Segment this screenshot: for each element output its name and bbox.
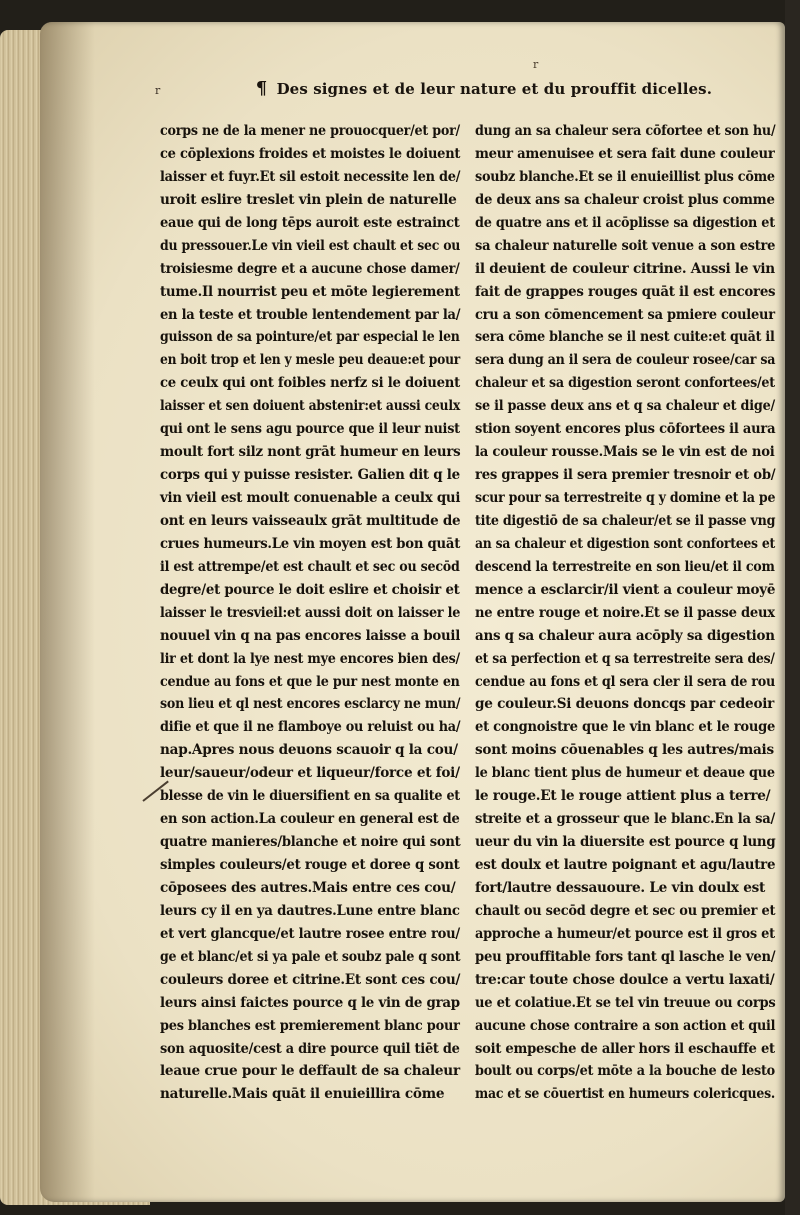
text-line: mac et se cōuertist en humeurs colericques. <box>475 1086 775 1103</box>
running-head-title: Des signes et de leur nature et du prouffit dicelles. <box>276 80 713 98</box>
text-line: le rouge.Et le rouge attient plus a terre/ <box>475 788 771 805</box>
text-line: nap.Apres nous deuons scauoir q la cou/ <box>160 742 458 759</box>
text-line: quatre manieres/blanche et noire qui sont <box>160 834 461 851</box>
text-line: fort/lautre dessauoure. Le vin doulx est <box>475 879 766 896</box>
text-line: uroit eslire treslet vin plein de naturelle <box>160 191 457 208</box>
text-line: il deuient de couleur citrine. Aussi le vin <box>475 260 775 277</box>
text-line: la couleur rousse.Mais se le vin est de noi <box>475 444 775 461</box>
left-text-column <box>160 120 460 1106</box>
text-line: ont en leurs vaisseaulx grāt multitude de <box>160 512 461 529</box>
text-line: laisser et sen doiuent abstenir:et aussi ceulx <box>160 398 460 415</box>
text-line: laisser le tresvieil:et aussi doit on laisser le <box>160 604 461 621</box>
text-line: sont moins cōuenables q les autres/mais <box>475 742 774 759</box>
text-line: scur pour sa terrestreite q y domine et la pe <box>475 490 776 506</box>
text-line: chaleur et sa digestion seront confortees/et <box>475 375 775 392</box>
text-line: en son action.La couleur en general est de <box>160 811 460 828</box>
text-line: ans q sa chaleur aura acōply sa digestion <box>475 627 775 644</box>
text-line: res grappes il sera premier tresnoir et ob/ <box>475 467 776 484</box>
text-line: soubz blanche.Et se il enuieillist plus cōme <box>475 168 775 185</box>
text-line: naturelle.Mais quāt il enuieillira cōme <box>160 1086 445 1103</box>
text-line: leaue crue pour le deffault de sa chaleur <box>160 1063 460 1080</box>
text-line: cendue au fons et que le pur nest monte en <box>160 673 460 690</box>
gutter-shadow <box>40 22 95 1202</box>
text-line: lir et dont la lye nest mye encores bien des/ <box>160 650 460 667</box>
text-line: an sa chaleur et digestion sont confortees et <box>475 535 775 552</box>
side-mark: r <box>155 84 161 97</box>
text-line: ne entre rouge et noire.Et se il passe deux <box>475 604 775 621</box>
text-line: et sa perfection et q sa terrestreite sera des/ <box>475 650 775 667</box>
text-line: en boit trop et len y mesle peu deaue:et pour <box>160 352 461 369</box>
text-line: leurs ainsi faictes pource q le vin de grap <box>160 994 460 1011</box>
text-line: mence a esclarcir/il vient a couleur moyē <box>475 581 776 598</box>
text-line: cōposees des autres.Mais entre ces cou/ <box>160 879 456 896</box>
text-line: de deux ans sa chaleur croist plus comme <box>475 191 775 208</box>
text-line: ce cōplexions froides et moistes le doiuent <box>160 145 461 162</box>
text-line: il est attrempe/et est chault et sec ou secōd <box>160 558 460 575</box>
text-line: tume.Il nourrist peu et mōte legierement <box>160 283 460 300</box>
text-line: eaue qui de long tēps auroit este estrainct <box>160 214 460 231</box>
text-line: dung an sa chaleur sera cōfortee et son hu/ <box>475 123 776 139</box>
scan-border <box>785 0 800 1215</box>
text-line: corps ne de la mener ne prouocquer/et por/ <box>160 123 460 139</box>
text-line: et congnoistre que le vin blanc et le rouge <box>475 719 776 736</box>
text-line: corps qui y puisse resister. Galien dit q le <box>160 467 460 484</box>
text-line: degre/et pource le doit eslire et choisir et <box>160 581 460 598</box>
text-line: couleurs doree et citrine.Et sont ces cou/ <box>160 971 461 988</box>
text-line: fait de grappes rouges quāt il est encores <box>475 283 776 300</box>
text-line: son aquosite/cest a dire pource quil tiēt de <box>160 1040 460 1057</box>
text-line: sera cōme blanche se il nest cuite:et quāt il <box>475 329 775 346</box>
text-line: simples couleurs/et rouge et doree q sont <box>160 857 460 873</box>
text-line: en la teste et trouble lentendement par la/ <box>160 306 461 323</box>
text-line: difie et que il ne flamboye ou reluist ou ha/ <box>160 719 461 736</box>
text-line: guisson de sa pointure/et par especial le len <box>160 329 460 346</box>
text-line: son lieu et ql nest encores esclarcy ne mun/ <box>160 696 461 713</box>
text-line: tre:car toute chose doulce a vertu laxati/ <box>475 971 775 988</box>
text-line: est doulx et lautre poignant et agu/lautre <box>475 857 776 873</box>
text-line: peu prouffitable fors tant ql lasche le ven/ <box>475 948 776 965</box>
text-line: laisser et fuyr.Et sil estoit necessite len de/ <box>160 168 461 185</box>
text-line: nouuel vin q na pas encores laisse a bouil <box>160 627 461 644</box>
text-line: vin vieil est moult conuenable a ceulx qui <box>160 490 461 506</box>
text-line: ueur du vin la diuersite est pource q lung <box>475 834 776 851</box>
text-line: et vert glancque/et lautre rosee entre rou/ <box>160 925 460 942</box>
text-line: chault ou secōd degre et sec ou premier et <box>475 902 776 919</box>
text-line: ge couleur.Si deuons doncqs par cedeoir <box>475 696 775 713</box>
text-line: crues humeurs.Le vin moyen est bon quāt <box>160 535 461 552</box>
text-line: ue et colatiue.Et se tel vin treuue ou corps <box>475 994 776 1011</box>
text-line: cru a son cōmencement sa pmiere couleur <box>475 306 775 323</box>
text-line: leurs cy il en ya dautres.Lune entre blanc <box>160 902 460 919</box>
text-line: qui ont le sens agu pource que il leur nuist <box>160 421 460 438</box>
text-line: soit empesche de aller hors il eschauffe et <box>475 1040 775 1057</box>
text-line: moult fort silz nont grāt humeur en leurs <box>160 444 461 461</box>
text-line: descend la terrestreite en son lieu/et il com <box>475 558 775 575</box>
text-line: leur/saueur/odeur et liqueur/force et foi/ <box>160 765 460 782</box>
text-line: tite digestiō de sa chaleur/et se il passe vng <box>475 512 776 529</box>
text-line: sa chaleur naturelle soit venue a son estre <box>475 237 776 254</box>
text-line: approche a humeur/et pource est il gros et <box>475 925 775 942</box>
right-text-column <box>475 120 775 1106</box>
text-line: du pressouer.Le vin vieil est chault et sec ou <box>160 237 461 254</box>
text-line: ge et blanc/et si ya pale et soubz pale q sont <box>160 948 461 965</box>
text-line: boult ou corps/et mōte a la bouche de lesto <box>475 1063 775 1080</box>
running-head <box>155 78 713 99</box>
text-line: le blanc tient plus de humeur et deaue que <box>475 765 775 782</box>
text-line: meur amenuisee et sera fait dune couleur <box>475 145 775 162</box>
text-line: troisiesme degre et a aucune chose damer/ <box>160 260 460 277</box>
text-line: aucune chose contraire a son action et quil <box>475 1017 776 1034</box>
text-line: ce ceulx qui ont foibles nerfz si le doiuent <box>160 375 461 392</box>
text-line: se il passe deux ans et q sa chaleur et dige/ <box>475 398 775 415</box>
text-line: blesse de vin le diuersifient en sa qualite et <box>160 788 460 805</box>
text-line: pes blanches est premierement blanc pour <box>160 1017 460 1034</box>
text-line: sera dung an il sera de couleur rosee/car sa <box>475 352 776 369</box>
pilcrow-icon: ¶ <box>255 78 268 99</box>
text-line: cendue au fons et ql sera cler il sera de rou <box>475 673 776 690</box>
text-line: stion soyent encores plus cōfortees il aura <box>475 421 776 438</box>
signature-mark: r <box>533 58 539 71</box>
text-line: de quatre ans et il acōplisse sa digestion et <box>475 214 775 231</box>
text-line: streite et a grosseur que le blanc.En la sa/ <box>475 811 776 828</box>
